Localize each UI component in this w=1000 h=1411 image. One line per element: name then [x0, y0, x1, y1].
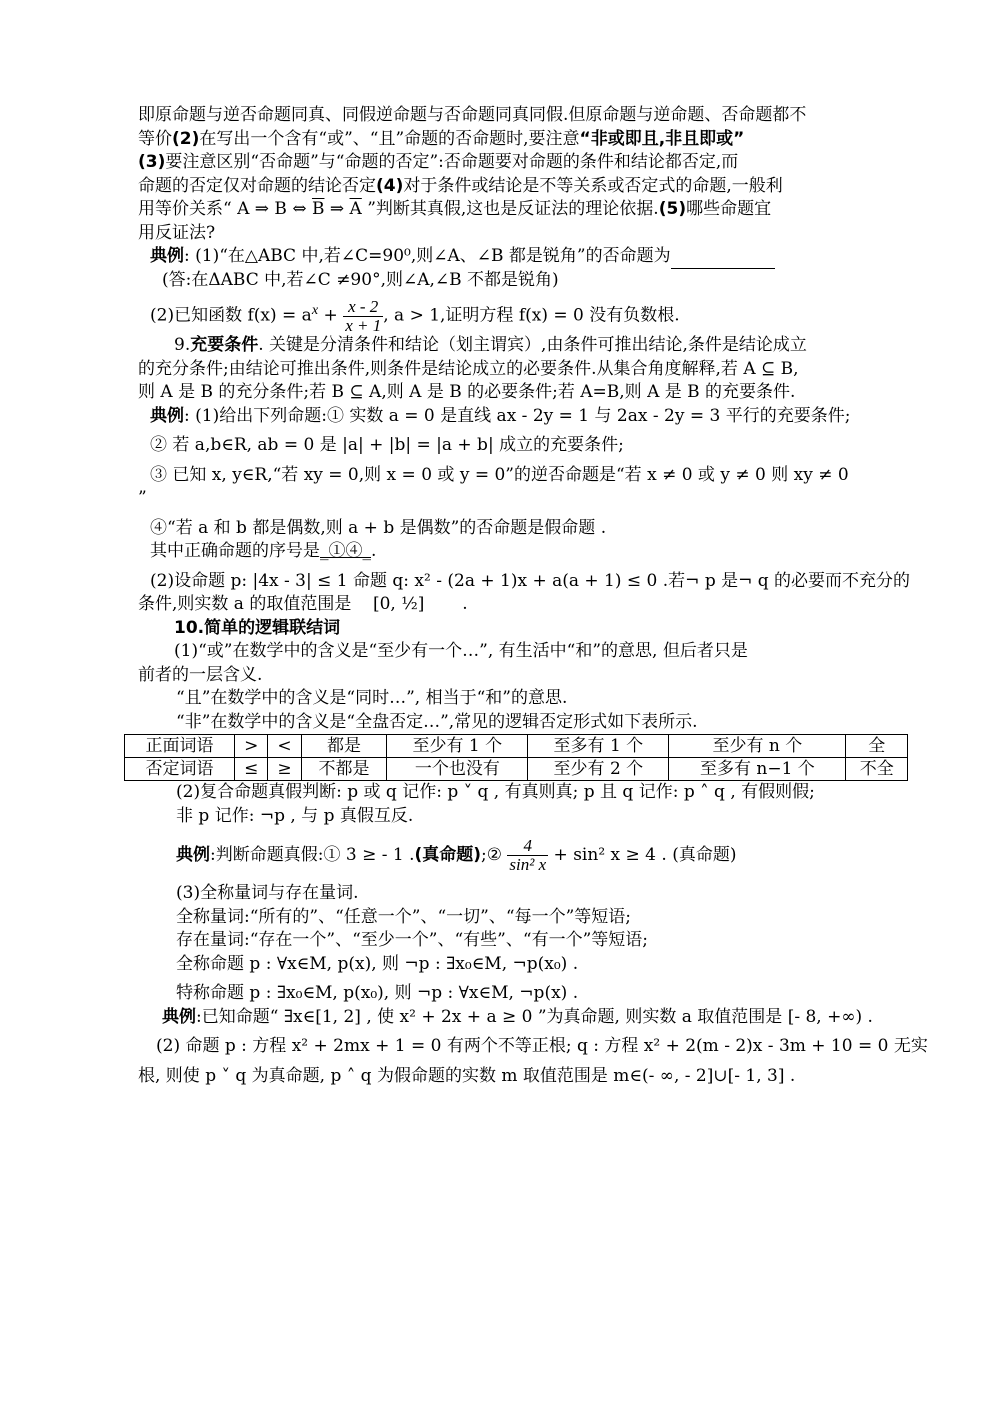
example-line — [138, 828, 914, 882]
text-span: . — [371, 541, 377, 561]
fraction-numerator: 4 — [507, 837, 548, 856]
example-line — [138, 245, 914, 269]
text-line: ” — [138, 488, 147, 508]
table-cell: 正面词语 — [125, 735, 235, 758]
bold-number: (4) — [376, 175, 404, 196]
text-span: + sin² x ≥ 4 . (真命题) — [548, 845, 737, 865]
text-line: ③ 已知 x, y∈R,“若 xy = 0,则 x = 0 或 y = 0”的逆否命题是“若 x ≠ 0 或 y ≠ 0 则 xy ≠ 0 — [150, 464, 849, 485]
text-line: (2)设命题 p: |4x - 3| ≤ 1 命题 q: x² - (2a + 1)x + a(a + 1) ≤ 0 .若¬ p 是¬ q 的必要而不充分的 — [150, 570, 911, 591]
example-label: 典例 — [150, 246, 184, 266]
table-cell: 至少有 2 个 — [528, 758, 669, 781]
table-cell: ≥ — [268, 758, 301, 781]
text-line: “非”在数学中的含义是“全盘否定…”,常见的逻辑否定形式如下表所示. — [176, 711, 698, 732]
example-label: 典例 — [162, 1006, 196, 1027]
answer-value: [0, ½] — [372, 594, 425, 614]
answer-blank — [671, 250, 775, 269]
text-line: 则 A 是 B 的充分条件;若 B ⊆ A,则 A 是 B 的必要条件;若 A=B,则 A 是 B 的充要条件. — [138, 382, 796, 402]
bold-emphasis: “非或即且,非且即或” — [579, 128, 745, 149]
table-cell: 否定词语 — [125, 758, 235, 781]
text-line: ② 若 a,b∈R, ab = 0 是 |a| + |b| = |a + b| 成立的充要条件; — [150, 435, 624, 455]
negated-b: $\overline{B}$ — [311, 199, 325, 219]
text-span: (2)已知函数 f(x) = a — [150, 305, 312, 326]
text-line: (2) 命题 p : 方程 x² + 2mx + 1 = 0 有两个不等正根; q : 方程 x² + 2(m - 2)x - 3m + 10 = 0 无实 — [156, 1036, 928, 1056]
example-line — [138, 292, 914, 335]
document-page — [138, 104, 928, 1088]
negated-a: $\overline{A}$ — [349, 199, 362, 219]
text-span: : (1)“在△ABC 中,若∠C=90⁰,则∠A、∠B 都是锐角”的否命题为 — [184, 246, 671, 266]
table-cell: 至少有 n 个 — [669, 735, 846, 758]
section-title: 充要条件 — [190, 335, 259, 355]
text-span: , a > 1,证明方程 f(x) = 0 没有负数根. — [383, 305, 680, 326]
superscript: x — [311, 302, 319, 318]
text-line: (2)复合命题真假判断: p 或 q 记作: p ˅ q , 有真则真; p 且 q 记作: p ˄ q , 有假则假; — [176, 782, 815, 802]
text-line: 存在量词:“存在一个”、“至少一个”、“有些”、“有一个”等短语; — [176, 930, 648, 950]
text-line — [138, 198, 914, 222]
text-line: “且”在数学中的含义是“同时…”, 相当于“和”的意思. — [176, 688, 568, 708]
table-cell: 都是 — [301, 735, 387, 758]
text-line: 全称量词:“所有的”、“任意一个”、“一切”、“每一个”等短语; — [176, 906, 631, 927]
fraction-numerator: x - 2 — [343, 298, 383, 317]
table-cell: 不都是 — [301, 758, 387, 781]
fraction-denominator: sin² x — [509, 855, 547, 874]
text-line — [138, 540, 914, 564]
bold-number: (2) — [172, 128, 200, 149]
text-span: :已知命题“ ∃x∈[1, 2] , 使 x² + 2x + a ≥ 0 ”为真命题, 则实数 a 取值范围是 [- 8, +∞) . — [196, 1006, 873, 1027]
text-line: 用反证法? — [138, 222, 216, 243]
text-span: : (1)给出下列命题:① 实数 a = 0 是直线 ax - 2y = 1 与 2ax - 2y = 3 平行的充要条件; — [184, 405, 851, 426]
table-cell: 至多有 1 个 — [528, 735, 669, 758]
text-line: 即原命题与逆否命题同真、同假逆命题与否命题同真同假.但原命题与逆命题、否命题都不 — [138, 105, 807, 125]
table-row — [125, 758, 908, 781]
negation-table — [124, 734, 908, 781]
text-line: 前者的一层含义. — [138, 664, 263, 685]
text-line: (1)“或”在数学中的含义是“至少有一个…”, 有生活中“和”的意思, 但后者只是 — [174, 641, 748, 661]
text-span: 对于条件或结论是不等关系或否定式的命题,一般利 — [403, 175, 783, 196]
text-line — [138, 128, 914, 152]
text-line: ④“若 a 和 b 都是偶数,则 a + b 是偶数”的否命题是假命题 . — [150, 517, 607, 538]
example-line — [138, 1006, 914, 1030]
text-line: (3)全称量词与存在量词. — [176, 883, 359, 903]
text-line: 全称命题 p : ∀x∈M, p(x), 则 ¬p : ∃x₀∈M, ¬p(x₀) . — [176, 953, 579, 974]
text-span: ;② — [481, 845, 508, 865]
example-label: 典例 — [176, 845, 210, 865]
fraction — [507, 837, 548, 874]
table-cell: > — [235, 735, 268, 758]
text-line: 的充分条件;由结论可推出条件,则条件是结论成立的必要条件.从集合角度解释,若 A ⊆ B, — [138, 358, 799, 379]
example-line — [138, 405, 914, 429]
section-number: 9. — [174, 335, 191, 355]
text-span: 用等价关系“ A ⇒ B ⇔ — [138, 199, 312, 219]
text-span: + — [318, 305, 344, 326]
text-span: 要注意区别“否命题”与“命题的否定”:否命题要对命题的条件和结论都否定,而 — [165, 152, 739, 172]
text-span: . — [462, 594, 468, 614]
section-heading — [138, 617, 914, 641]
text-span: 哪些命题宜 — [686, 199, 772, 219]
table-cell: 一个也没有 — [387, 758, 528, 781]
answer-underlined: _①④_ — [320, 541, 371, 561]
fraction — [343, 298, 383, 335]
table-cell: 至多有 n−1 个 — [669, 758, 846, 781]
table-cell: < — [268, 735, 301, 758]
bold-number: (3) — [138, 152, 166, 172]
answer-line: (答:在ΔABC 中,若∠C ≠90°,则∠A,∠B 不都是锐角) — [162, 269, 559, 290]
text-span: ⇒ — [324, 199, 350, 219]
text-line — [138, 593, 914, 617]
bold-answer: (真命题) — [414, 845, 482, 865]
text-line — [138, 151, 914, 175]
table-cell: ≤ — [235, 758, 268, 781]
text-span: . 关键是分清条件和结论（划主谓宾）,由条件可推出结论,条件是结论成立 — [258, 335, 807, 355]
text-line: 非 p 记作: ¬p , 与 p 真假互反. — [176, 805, 414, 826]
text-line: 特称命题 p : ∃x₀∈M, p(x₀), 则 ¬p : ∀x∈M, ¬p(x) . — [176, 983, 579, 1003]
table-cell: 不全 — [846, 758, 908, 781]
table-row — [125, 735, 908, 758]
text-span: 等价 — [138, 128, 172, 149]
bold-number: (5) — [658, 199, 687, 219]
section-heading — [138, 334, 914, 358]
text-line: 根, 则使 p ˅ q 为真命题, p ˄ q 为假命题的实数 m 取值范围是 m∈(- ∞, - 2]∪[- 1, 3] . — [138, 1065, 796, 1086]
fraction-denominator: x + 1 — [345, 315, 382, 335]
section-title: 10.简单的逻辑联结词 — [174, 617, 341, 638]
example-label: 典例 — [150, 405, 184, 426]
text-span: 条件,则实数 a 的取值范围是 — [138, 594, 352, 614]
table-cell: 全 — [846, 735, 908, 758]
table-cell: 至少有 1 个 — [387, 735, 528, 758]
text-span: ”判断其真假,这也是反证法的理论依据. — [361, 199, 659, 219]
text-span: 命题的否定仅对命题的结论否定 — [138, 175, 376, 196]
text-span: :判断命题真假:① 3 ≥ - 1 . — [210, 845, 415, 865]
text-line — [138, 175, 914, 199]
text-span: 其中正确命题的序号是 — [150, 541, 320, 561]
text-span: 在写出一个含有“或”、“且”命题的否命题时,要注意 — [199, 128, 580, 149]
